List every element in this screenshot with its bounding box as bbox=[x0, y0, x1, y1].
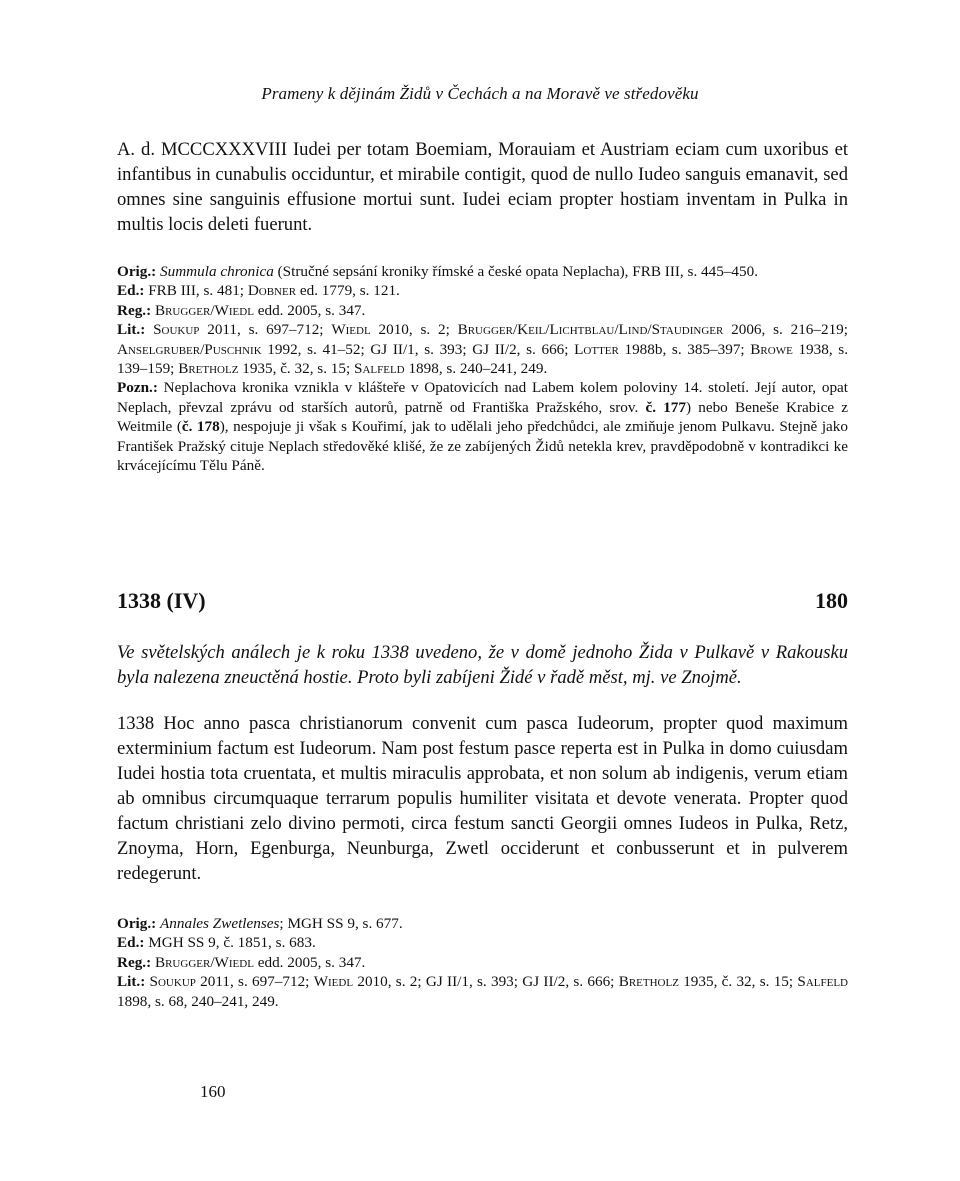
lit-line bbox=[117, 320, 848, 378]
lit-ref: 2011, s. 697–712; bbox=[195, 973, 314, 991]
pozn-text-b: ) nebo Beneše Krabice z Weitmile ( bbox=[117, 398, 848, 436]
lit-author: Anselgruber/Puschnik bbox=[117, 340, 262, 358]
lit-ref: 1935, č. 32, s. 15; bbox=[238, 360, 355, 378]
reg-label: Reg.: bbox=[117, 953, 152, 971]
entry-number: 180 bbox=[815, 588, 848, 613]
ed-text-b: ed. 1779, s. 121. bbox=[296, 282, 400, 300]
entry-180-summary: Ve světelských análech je k roku 1338 uvedeno, že v domě jednoho Žida v Pulkavě v Rakousku byla nalezena zneuctěná hostie. Proto byli zabíjeni Židé v řadě měst, mj. ve Znojmě. bbox=[117, 642, 848, 688]
lit-ref: 1898, s. 68, 240–241, 249. bbox=[117, 992, 279, 1010]
page-number: 160 bbox=[200, 1082, 226, 1101]
lit-author: Soukup bbox=[149, 973, 196, 991]
ed-label: Ed.: bbox=[117, 282, 145, 300]
pozn-label: Pozn.: bbox=[117, 379, 158, 397]
ed-line bbox=[117, 281, 848, 300]
orig-title: Annales Zwetlenses bbox=[160, 915, 280, 932]
orig-line bbox=[117, 262, 848, 281]
lit-author: Salfeld bbox=[354, 360, 405, 378]
reg-line bbox=[117, 301, 848, 320]
lit-author: Bretholz bbox=[618, 973, 679, 991]
entry-date: 1338 (IV) bbox=[117, 588, 206, 613]
entry-180-heading bbox=[117, 588, 848, 614]
lit-line bbox=[117, 972, 848, 1011]
lit-ref: 1992, s. 41–52; GJ II/1, s. 393; GJ II/2, s. 666; bbox=[261, 340, 575, 358]
lit-author: Lotter bbox=[574, 340, 619, 358]
lit-ref: 1898, s. 240–241, 249. bbox=[404, 360, 548, 378]
orig-line bbox=[117, 914, 848, 933]
lit-ref: 2010, s. 2; GJ II/1, s. 393; GJ II/2, s. 666; bbox=[353, 973, 619, 991]
lit-label: Lit.: bbox=[117, 321, 146, 339]
ed-label: Ed.: bbox=[117, 934, 145, 952]
lit-author: Soukup bbox=[153, 321, 200, 339]
lit-ref: 1988b, s. 385–397; bbox=[618, 340, 751, 358]
reg-author: Brugger/Wiedl bbox=[154, 953, 254, 971]
entry-179-latin-text bbox=[117, 137, 848, 237]
pozn-line bbox=[117, 378, 848, 475]
lit-ref: 2010, s. 2; bbox=[370, 321, 458, 339]
reg-rest: edd. 2005, s. 347. bbox=[253, 953, 366, 971]
lit-ref: 2006, s. 216–219; bbox=[723, 321, 848, 339]
reg-author: Brugger/Wiedl bbox=[154, 301, 254, 319]
latin-paragraph: 1338 Hoc anno pasca christianorum convenit cum pasca Iudeorum, propter quod maximum exterminium factum est Iudeorum. Nam post festum pasce reperta est in Pulka in domo cuiusdam Iudei hostia tota cruentata, et multis miraculis approbata, et non solum ab indigenis, verum etiam ab omnibus circumquaque terrarum populis humiliter visitata et devote venerata. Propter quod factum christiani zelo divino permoti, circa festum sancti Georgii omnes Iudeos in Pulka, Retz, Znoyma, Horn, Egenburga, Neunburga, Zwetl occiderunt et conbusserunt et in pulverem redegerunt. bbox=[117, 713, 848, 884]
orig-label: Orig.: bbox=[117, 263, 157, 280]
orig-rest: ; MGH SS 9, s. 677. bbox=[279, 915, 403, 932]
lit-author: Salfeld bbox=[797, 973, 848, 991]
lit-author: Wiedl bbox=[313, 973, 354, 991]
pozn-text-c: ), nespojuje ji však s Kouřimí, jak to udělali jeho předchůdci, ale zmiňuje jenom Pulkavu. Stejně jako František Pražský cituje Neplach středověké klišé, že ze zabíjených Židů netekla krev, pravděpodobně v kontradikci ke krvácejícímu Tělu Páně. bbox=[117, 418, 848, 475]
running-head: Prameny k dějinám Židů v Čechách a na Moravě ve středověku bbox=[261, 84, 699, 103]
entry-179-apparatus bbox=[117, 262, 848, 475]
ed-line bbox=[117, 933, 848, 952]
reg-rest: edd. 2005, s. 347. bbox=[253, 301, 366, 319]
lit-label: Lit.: bbox=[117, 973, 146, 991]
pozn-cross-ref: č. 178 bbox=[181, 418, 220, 436]
reg-line bbox=[117, 953, 848, 972]
entry-180-apparatus bbox=[117, 914, 848, 1011]
ed-text-a: FRB III, s. 481; bbox=[148, 282, 248, 300]
pozn-cross-ref: č. 177 bbox=[645, 398, 686, 416]
lit-ref: 1938, s. 139–159; bbox=[117, 340, 848, 378]
latin-paragraph: A. d. MCCCXXXVIII Iudei per totam Boemiam, Morauiam et Austriam eciam cum uxoribus et infantibus in cunabulis occiduntur, et mirabile contigit, quod de nullo Iudeo sanguis emanavit, sed omnes sine sanguinis effusione mortui sunt. Iudei eciam propter hostiam inventam in Pulka in multis locis deleti fuerunt. bbox=[117, 139, 848, 235]
lit-author: Wiedl bbox=[331, 321, 371, 339]
orig-title: Summula chronica bbox=[160, 263, 274, 280]
ed-text: MGH SS 9, č. 1851, s. 683. bbox=[148, 934, 316, 952]
orig-label: Orig.: bbox=[117, 915, 157, 932]
reg-label: Reg.: bbox=[117, 301, 152, 319]
lit-author: Bretholz bbox=[178, 360, 239, 378]
lit-ref: 2011, s. 697–712; bbox=[199, 321, 332, 339]
pozn-text-a: Neplachova kronika vznikla v klášteře v Opatovicích nad Labem kolem poloviny 14. století. Její autor, opat Neplach, převzal zprávu od starších autorů, patrně od Františka Pražského, srov. bbox=[117, 379, 848, 416]
orig-rest: (Stručné sepsání kroniky římské a české opata Neplacha), FRB III, s. 445–450. bbox=[273, 263, 758, 280]
lit-author: Brugger/Keil/Lichtblau/Lind/Staudinger bbox=[457, 321, 724, 339]
lit-author: Browe bbox=[750, 340, 793, 358]
lit-ref: 1935, č. 32, s. 15; bbox=[678, 973, 798, 991]
ed-author: Dobner bbox=[247, 282, 297, 300]
entry-180-latin-text bbox=[117, 711, 848, 886]
